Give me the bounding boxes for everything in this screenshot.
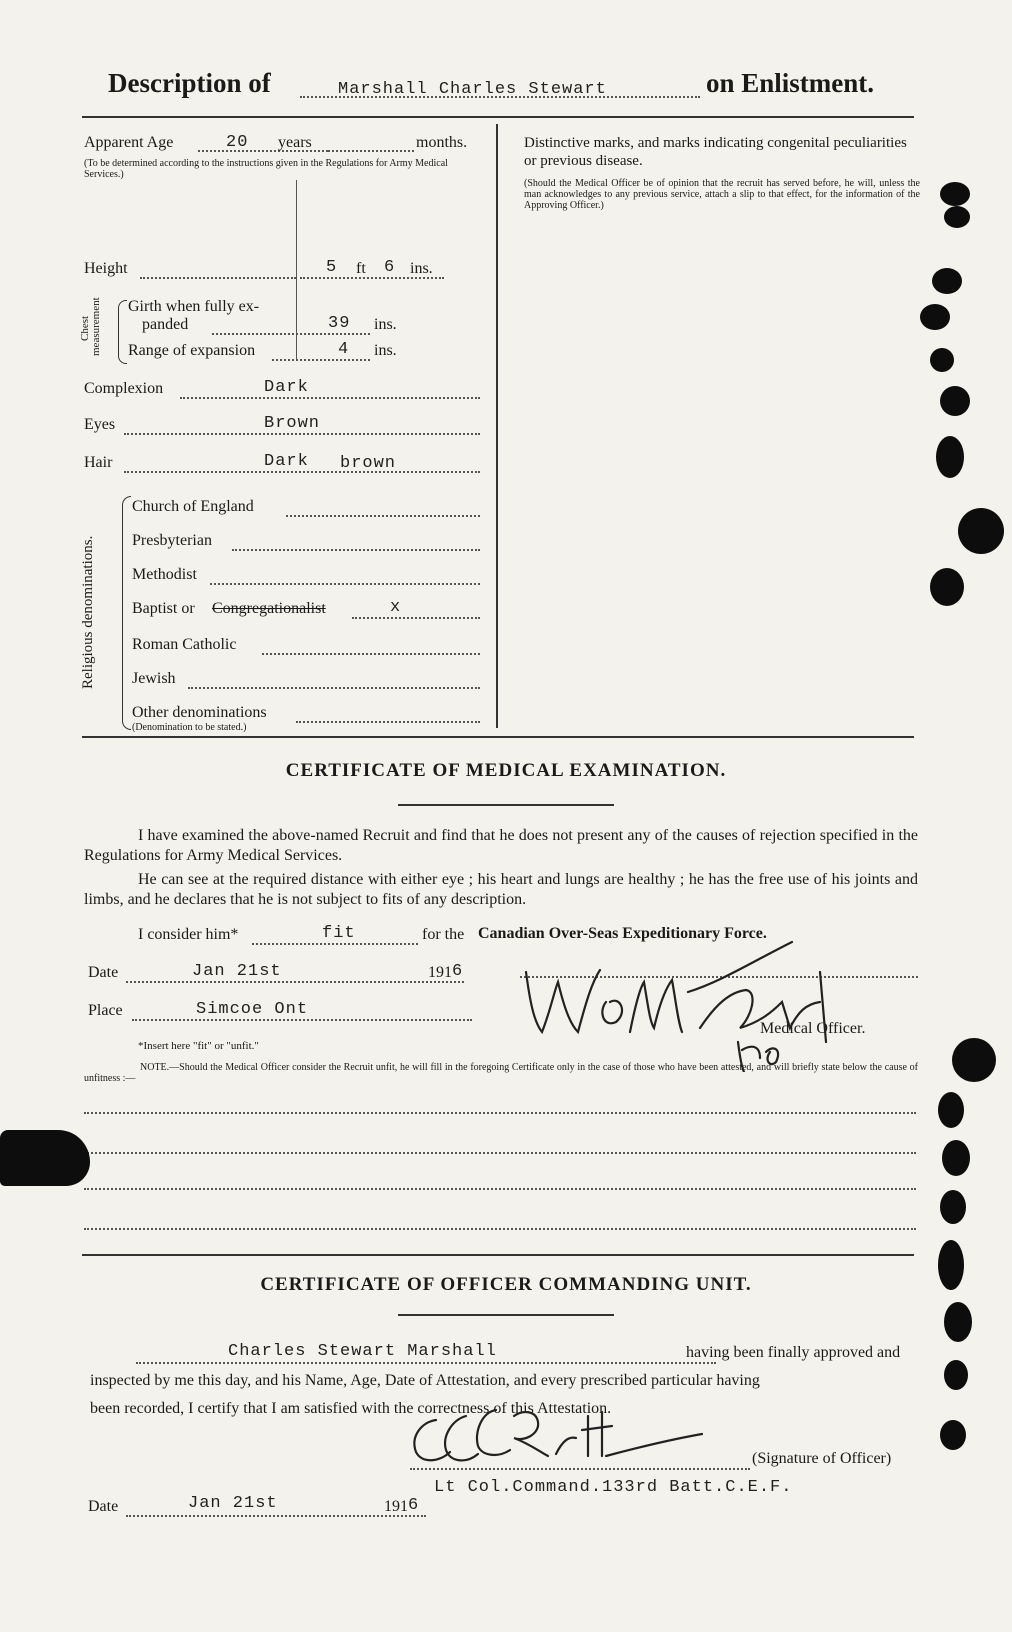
eyes-label: Eyes <box>84 416 116 433</box>
age-note: (To be determined according to the instructions given in the Regulations for Army Medical Services.) <box>84 158 448 180</box>
girth-ins-label: ins. <box>374 316 397 333</box>
fit-value: fit <box>322 924 356 943</box>
height-feet-value: 5 <box>326 258 338 277</box>
medical-officer-label: Medical Officer. <box>760 1020 866 1037</box>
height-inches-value: 6 <box>384 258 396 277</box>
officer-year-prefix: 191 <box>384 1498 408 1515</box>
place-value: Simcoe Ont <box>196 1000 309 1019</box>
medical-year-digit: 6 <box>452 962 464 981</box>
officer-certificate-title: CERTIFICATE OF OFFICER COMMANDING UNIT. <box>260 1274 752 1295</box>
religion-mark: x <box>390 598 402 617</box>
hair-label: Hair <box>84 454 113 471</box>
religion-congregationalist: Congregationalist <box>212 600 326 617</box>
officer-date-label: Date <box>88 1498 119 1515</box>
girth-label-line2: panded <box>142 316 189 333</box>
inches-label: ins. <box>410 260 433 277</box>
officer-command: Lt Col.Command.133rd Batt.C.E.F. <box>434 1478 793 1497</box>
distinctive-marks-title: Distinctive marks, and marks indicating congenital peculiarities or previous disease. <box>524 135 907 169</box>
chest-measurement-label: Chest measurement <box>79 297 102 356</box>
months-label: months. <box>416 134 468 151</box>
religion-baptist: Baptist or <box>132 600 195 617</box>
section-rule-2 <box>82 1254 914 1256</box>
recruit-name: Marshall Charles Stewart <box>338 80 607 99</box>
religion-other-note: (Denomination to be stated.) <box>132 722 247 733</box>
medical-paragraph-2: He can see at the required distance with either eye ; his heart and lungs are healthy ; he has the free use of his joints and limbs, and he declares that he is not subject to fits of any description. <box>84 871 918 908</box>
medical-year-prefix: 191 <box>428 964 452 981</box>
header-rule <box>82 116 914 118</box>
medical-certificate-title: CERTIFICATE OF MEDICAL EXAMINATION. <box>285 760 727 781</box>
officer-line-2: inspected by me this day, and his Name, Age, Date of Attestation, and every prescribed particular having <box>90 1372 760 1389</box>
age-label: Apparent Age <box>84 134 174 151</box>
hair-value-2: brown <box>340 454 397 473</box>
feet-label: ft <box>356 260 366 277</box>
religion-roman-catholic: Roman Catholic <box>132 636 237 653</box>
header-prefix: Description of <box>108 68 271 98</box>
consider-label: I consider him* <box>138 926 239 943</box>
commanding-officer-signature <box>406 1386 726 1476</box>
medical-officer-signature <box>520 932 860 1072</box>
header-suffix: on Enlistment. <box>706 68 875 98</box>
range-label: Range of expansion <box>128 342 256 359</box>
force-label: Canadian Over-Seas Expeditionary Force. <box>478 925 767 942</box>
age-value: 20 <box>226 133 249 152</box>
officer-year-digit: 6 <box>408 1496 420 1515</box>
medical-paragraph-1: I have examined the above-named Recruit and find that he does not present any of the causes of rejection specified in the Regulations for Army Medical Services. <box>84 827 918 864</box>
religion-presbyterian: Presbyterian <box>132 532 212 549</box>
place-label: Place <box>88 1002 123 1019</box>
officer-recruit-name: Charles Stewart Marshall <box>228 1342 497 1361</box>
range-value: 4 <box>338 340 350 359</box>
complexion-value: Dark <box>264 378 309 397</box>
eyes-value: Brown <box>264 414 321 433</box>
medical-date-value: Jan 21st <box>192 962 282 981</box>
medical-note: NOTE.—Should the Medical Officer consider the Recruit unfit, he will fill in the foregoing Certificate only in the case of those who have been attested, and will briefly state below the cause of unfitness :— <box>84 1062 918 1084</box>
officer-line-3: been recorded, I certify that I am satisfied with the correctness of this Attestation. <box>90 1400 612 1417</box>
medical-date-label: Date <box>88 964 119 981</box>
height-label: Height <box>84 260 128 277</box>
girth-value: 39 <box>328 314 351 333</box>
insert-note: *Insert here "fit" or "unfit." <box>138 1040 259 1052</box>
hair-value-1: Dark <box>264 452 309 471</box>
girth-label-line1: Girth when fully ex- <box>128 298 260 315</box>
officer-date-value: Jan 21st <box>188 1494 278 1513</box>
signature-of-officer-label: (Signature of Officer) <box>752 1450 892 1467</box>
range-ins-label: ins. <box>374 342 397 359</box>
distinctive-marks-note: (Should the Medical Officer be of opinion that the recruit has served before, he will, unless the man acknowledges to any previous service, attach a slip to that effect, for the information of the Approving Officer.) <box>524 178 920 211</box>
section-rule-1 <box>82 736 914 738</box>
religion-vertical-label: Religious denominations. <box>80 535 96 689</box>
religion-coe: Church of England <box>132 498 254 515</box>
religion-jewish: Jewish <box>132 670 176 687</box>
for-label: for the <box>422 926 465 943</box>
complexion-label: Complexion <box>84 380 164 397</box>
religion-methodist: Methodist <box>132 566 197 583</box>
years-label: years <box>278 134 312 151</box>
officer-line-1: having been finally approved and <box>686 1344 901 1361</box>
medical-sig-rank <box>740 1038 742 1039</box>
religion-other: Other denominations <box>132 704 267 721</box>
column-divider <box>496 124 498 728</box>
